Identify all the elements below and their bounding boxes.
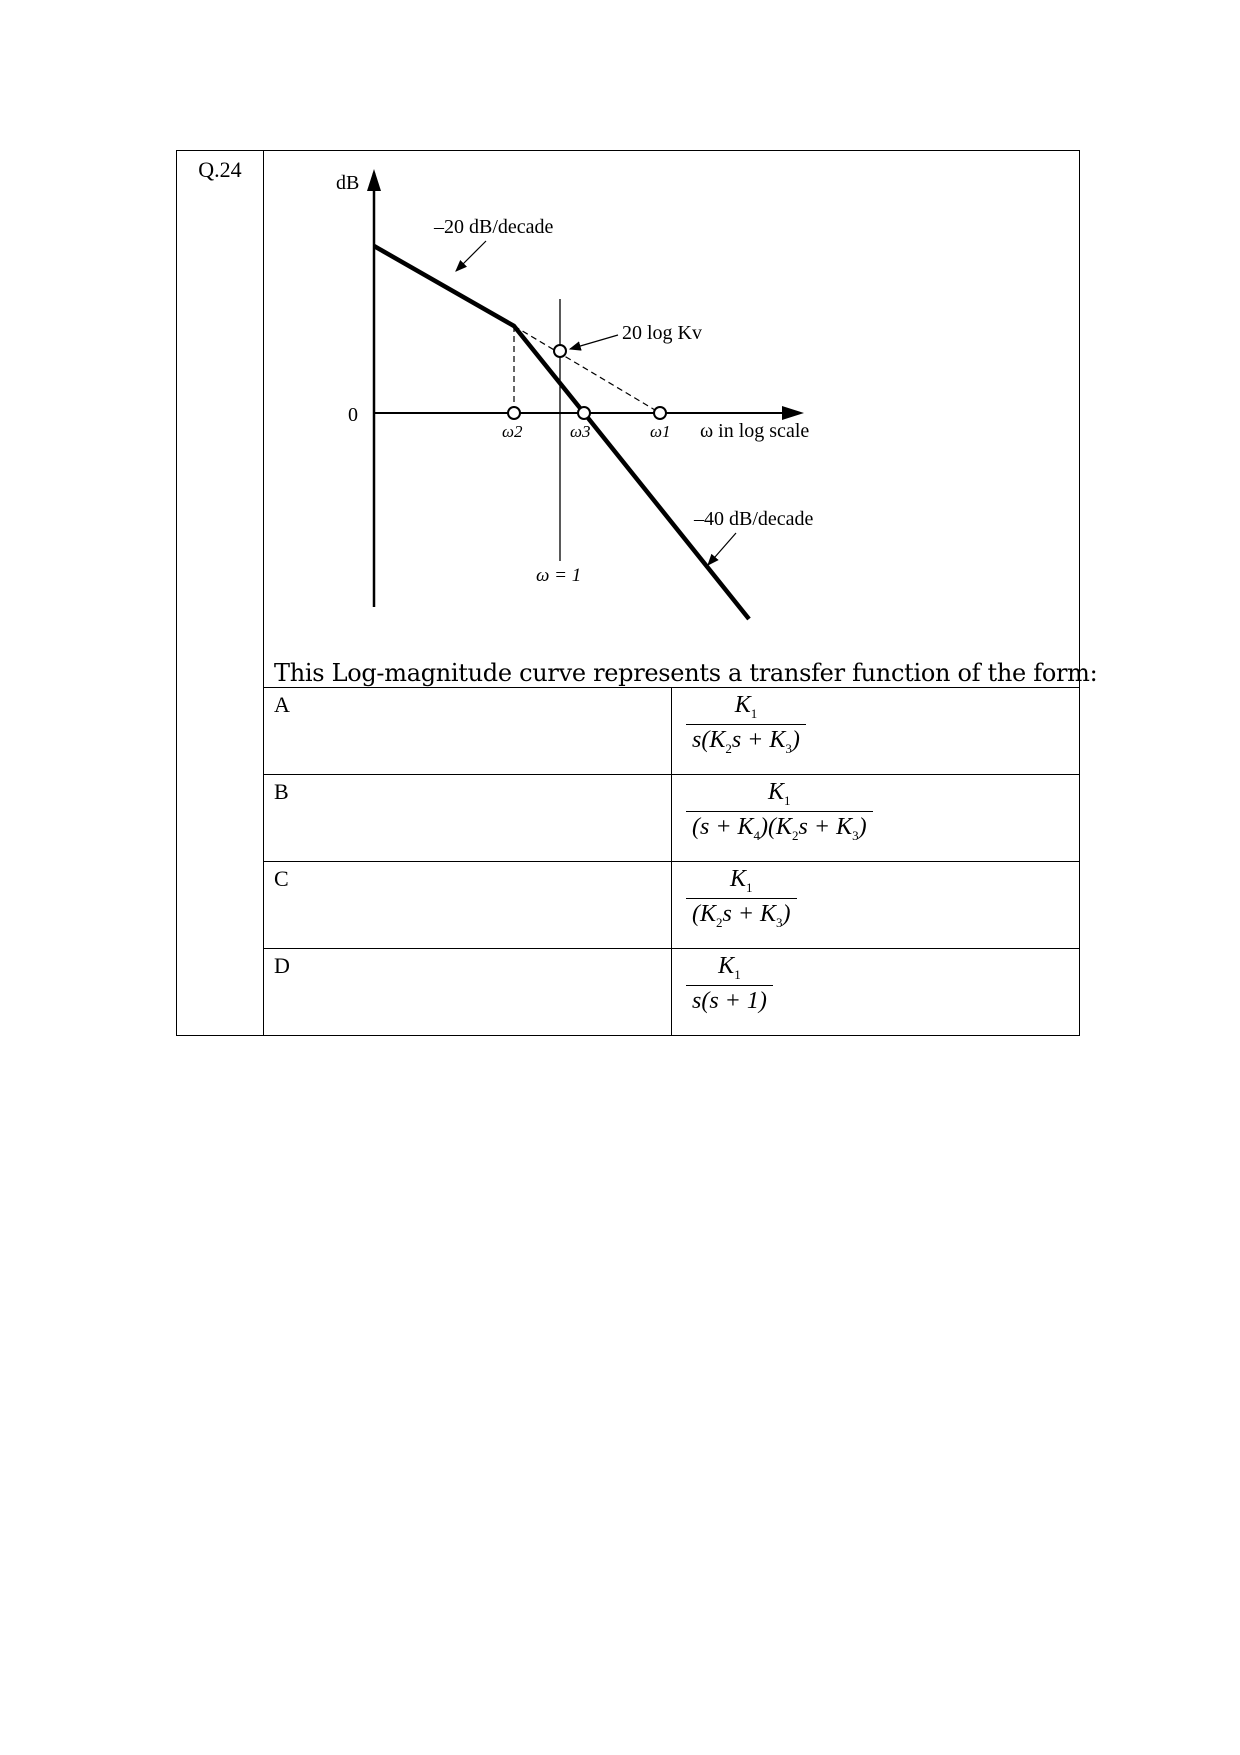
x-axis-arrow [782,406,804,420]
omega3-label: ω3 [570,422,591,441]
omega1-point [654,407,666,419]
option-c-letter: C [264,862,672,949]
slope1-label: –20 dB/decade [434,216,554,238]
kv-label: 20 log Kv [622,322,702,344]
option-a-row [177,688,1080,775]
slope2-label: –40 dB/decade [694,508,814,530]
omega3-point [578,407,590,419]
kv-point [554,345,566,357]
option-d-row [177,949,1080,1036]
bode-magnitude-plot [264,151,1080,687]
option-c-row [177,862,1080,949]
option-d-denominator: s(s + 1) [686,985,773,1015]
kv-arrow [570,335,618,349]
option-c-numerator: $K_1$ [730,866,753,895]
omega2-point [508,407,520,419]
option-d [672,949,1080,1036]
option-b [672,775,1080,862]
zero-label: 0 [348,404,358,426]
option-b-row [177,775,1080,862]
option-a-fraction [686,692,806,757]
question-number: Q.24 [177,151,264,1036]
question-table [176,150,1098,1036]
option-a-numerator: $K_1$ [734,692,758,721]
option-b-numerator: $K_1$ [768,779,791,808]
omega-one-label: ω = 1 [536,565,582,586]
magnitude-curve [374,246,749,619]
omega2-label: ω2 [502,422,523,441]
option-d-fraction [686,953,773,1015]
option-a [672,688,1080,775]
slope2-arrow [708,533,736,565]
y-axis-label: dB [336,172,360,194]
option-b-denominator: $(s + K_4)(K_2s + K_3)$ [686,811,873,844]
option-a-denominator: $s(K_2s + K_3)$ [686,724,806,757]
option-c [672,862,1080,949]
option-d-numerator: $K_1$ [718,953,741,982]
option-b-letter: B [264,775,672,862]
option-c-fraction [686,866,797,931]
question-prompt: This Log-magnitude curve represents a transfer function of the form: [274,659,1098,687]
option-c-denominator: $(K_2s + K_3)$ [686,898,797,931]
omega1-label: ω1 [650,422,671,441]
figure-cell [264,151,1098,688]
option-b-fraction [686,779,873,844]
option-d-letter: D [264,949,672,1036]
x-axis-label: ω in log scale [700,420,810,442]
y-axis-arrow [367,169,381,191]
option-a-letter: A [264,688,672,775]
slope1-arrow [456,241,486,271]
